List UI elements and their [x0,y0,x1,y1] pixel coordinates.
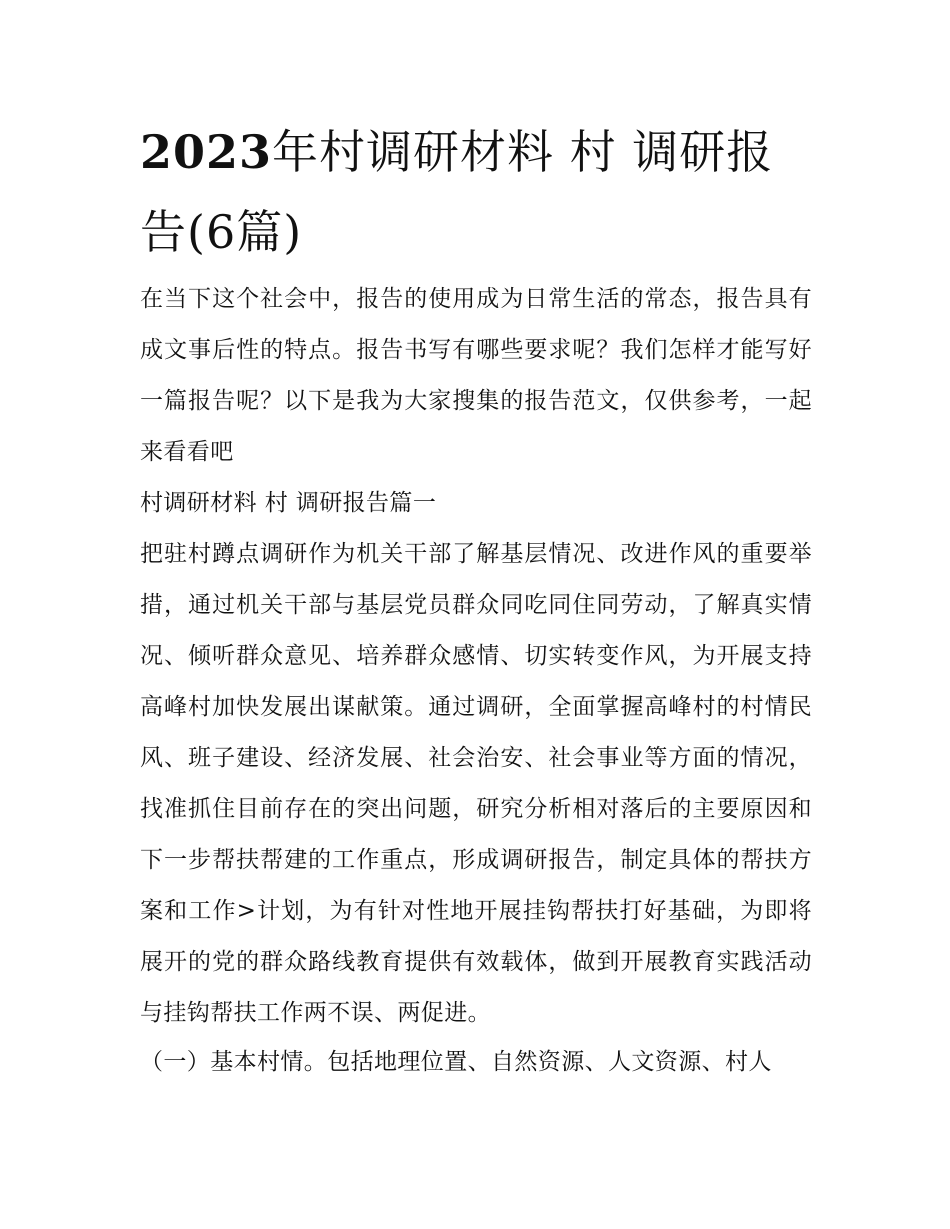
body-paragraph: 把驻村蹲点调研作为机关干部了解基层情况、改进作风的重要举措，通过机关干部与基层党员群众同吃同住同劳动，了解真实情况、倾听群众意见、培养群众感情、切实转变作风，为开展支持高峰村加快发展出谋献策。通过调研，全面掌握高峰村的村情民风、班子建设、经济发展、社会治安、社会事业等方面的情况，找准抓住目前存在的突出问题，研究分析相对落后的主要原因和下一步帮扶帮建的工作重点，形成调研报告，制定具体的帮扶方案和工作>计划，为有针对性地开展挂钩帮扶打好基础，为即将展开的党的群众路线教育提供有效载体，做到开展教育实践活动与挂钩帮扶工作两不误、两促进。 [140,541,812,1026]
title-text: 年村调研材料 村 调研报告(6篇) [140,125,774,259]
document-title [140,112,820,272]
section-heading: 村调研材料 村 调研报告篇一 [140,490,437,516]
intro-paragraph: 在当下这个社会中，报告的使用成为日常生活的常态，报告具有成文事后性的特点。报告书写有哪些要求呢？我们怎样才能写好一篇报告呢？以下是我为大家搜集的报告范文，仅供参考，一起来看看吧 [140,286,812,465]
title-year: 2023 [140,125,273,179]
body-paragraph-truncated: （一）基本村情。包括地理位置、自然资源、人文资源、村人 [140,1049,772,1075]
